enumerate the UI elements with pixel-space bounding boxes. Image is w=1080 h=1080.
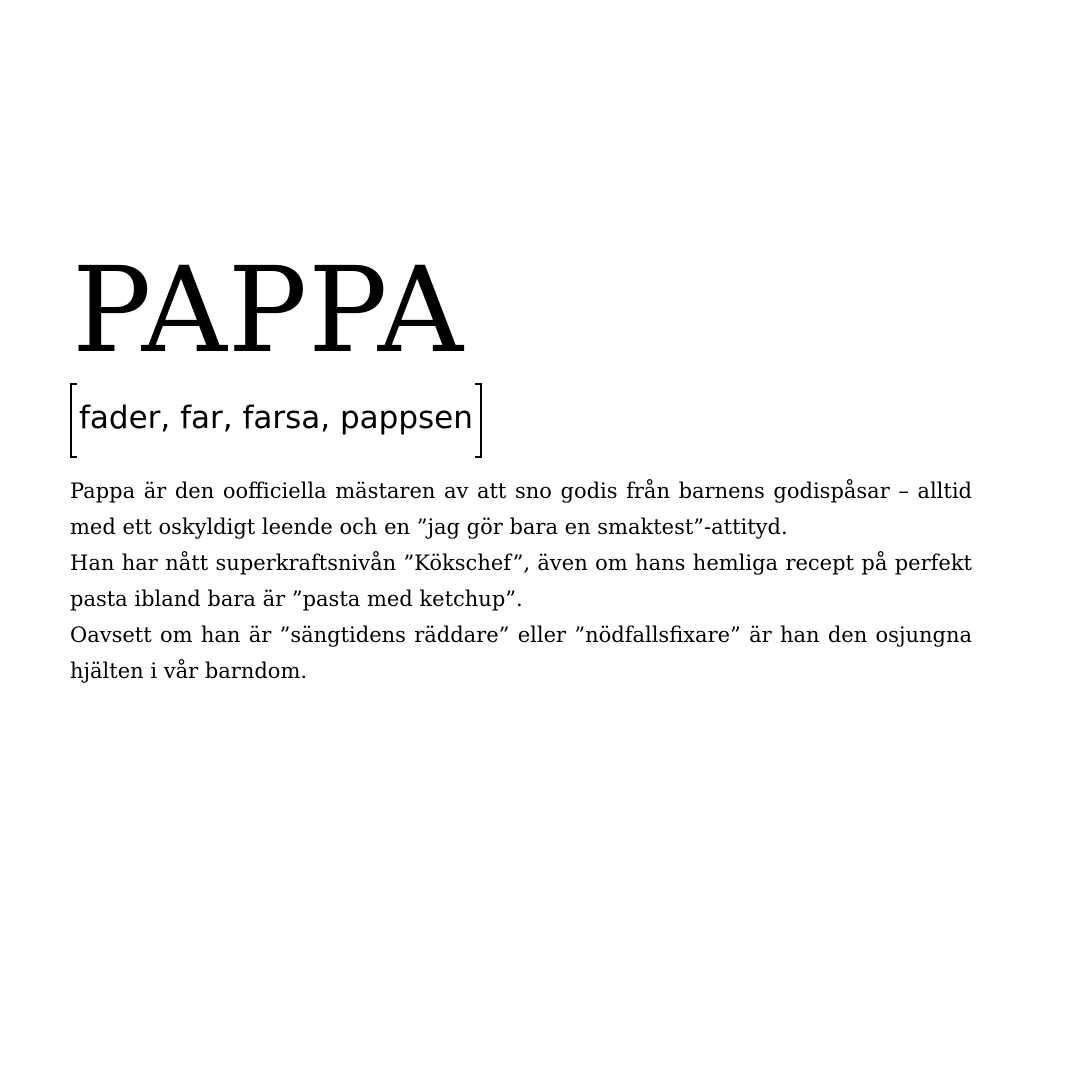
definition-paragraph: Han har nått superkraftsnivån ”Kökschef”, även om hans hemliga recept på perfekt pasta ibland bara är ”pasta med ketchup”. xyxy=(70,551,972,611)
definition-paragraph: Oavsett om han är ”sängtidens räddare” eller ”nödfallsfixare” är han den osjungna hjälten i vår barndom. xyxy=(70,623,972,683)
synonyms-block xyxy=(70,382,482,459)
synonyms-text: fader, far, farsa, pappsen xyxy=(79,399,473,436)
definition-paragraph: Pappa är den oofficiella mästaren av att sno godis från barnens godispåsar – alltid med ett oskyldigt leende och en ”jag gör bara en smaktest”-attityd. xyxy=(70,479,972,539)
right-bracket xyxy=(475,383,482,458)
left-bracket xyxy=(70,383,77,458)
definition-text xyxy=(70,473,972,689)
headword: PAPPA xyxy=(72,241,464,379)
